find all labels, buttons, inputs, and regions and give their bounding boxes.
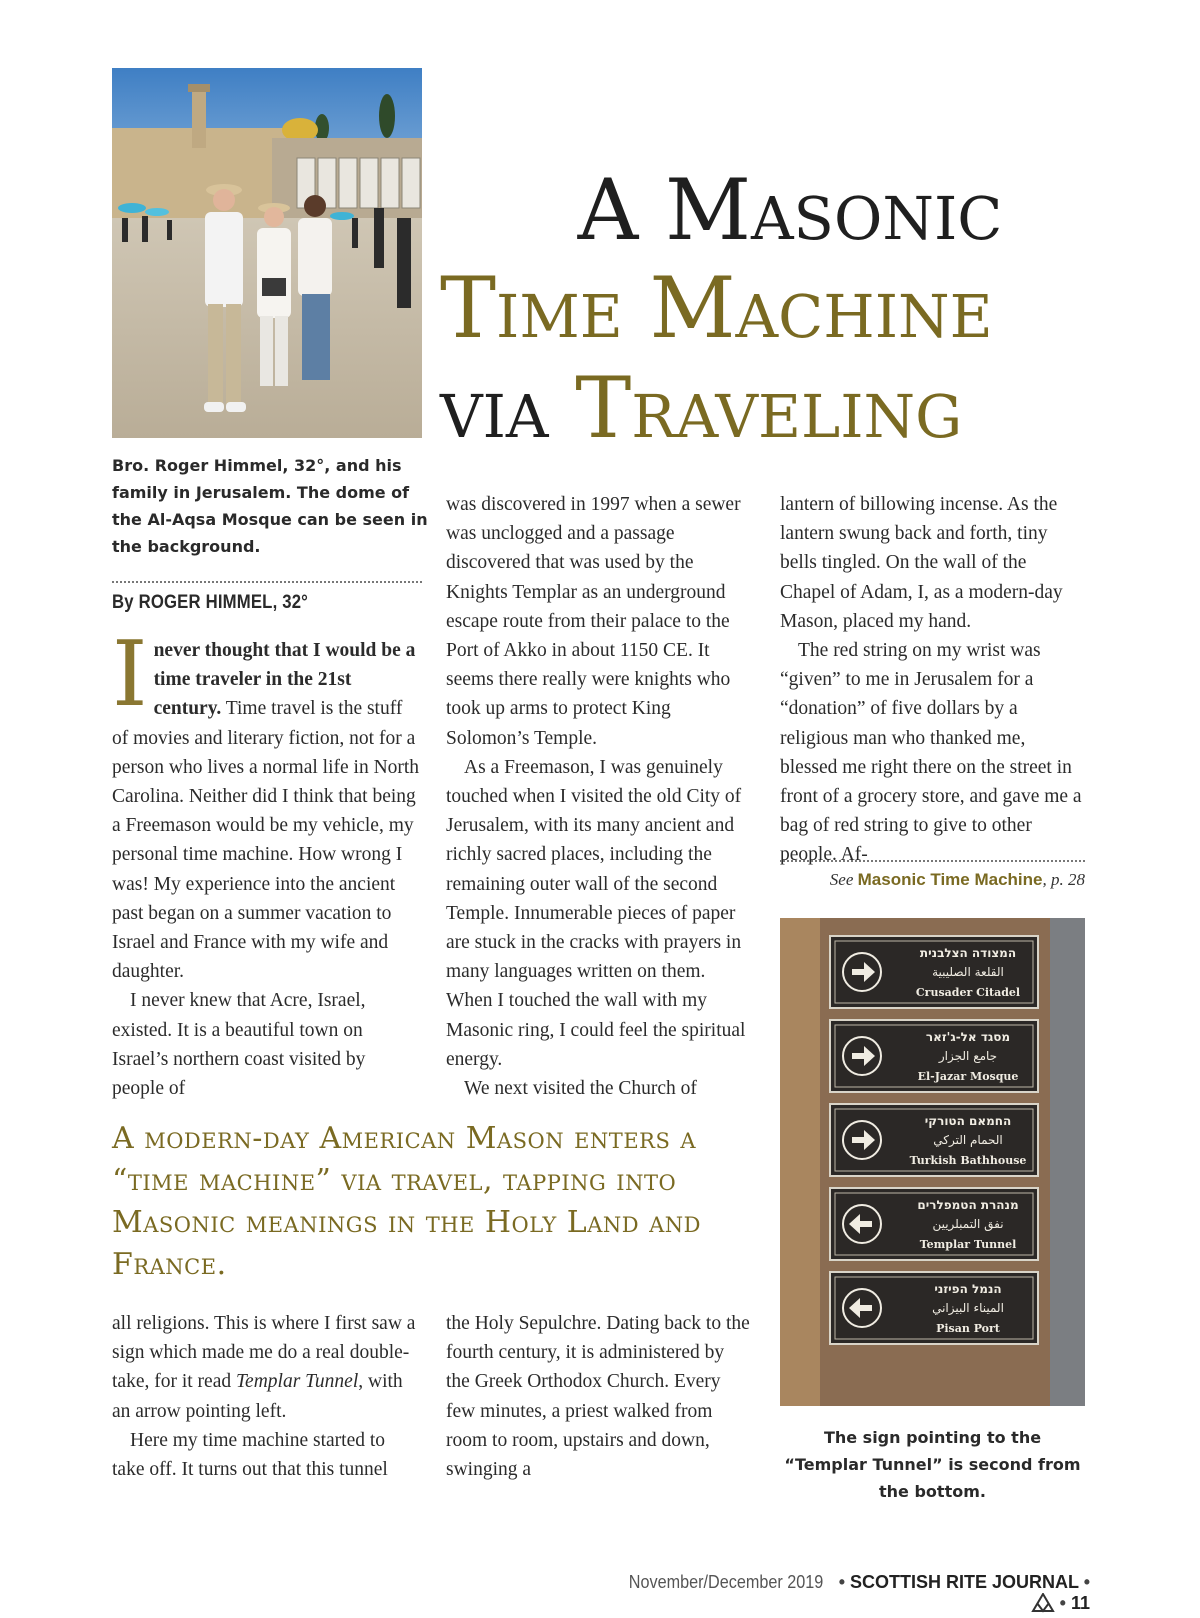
photo-caption: Bro. Roger Himmel, 32°, and his family in Jerusalem. The dome of the Al-Aqsa Mosque can be seen in the background. xyxy=(112,456,428,556)
paragraph xyxy=(112,1309,422,1426)
sign-text-hebrew: הנמל הפיזני xyxy=(934,1282,1002,1296)
byline-prefix: By xyxy=(112,592,134,613)
continuation-divider xyxy=(780,860,1085,862)
paragraph: was discovered in 1997 when a sewer was unclogged and a passage discovered that was used by the Knights Templar as an underground escape route from their palace to the Port of Akko in about 1150 CE. It seems there really were knights who took up arms to protect King Solomon’s Temple. xyxy=(446,494,741,749)
see-page: , p. 28 xyxy=(1042,870,1085,889)
body-column-2-bottom xyxy=(446,1309,751,1484)
paragraph-text: Time travel is the stuff of movies and literary fiction, not for a person who lives a normal life in North Carolina. Neither did I think that being a Freemason would be my vehicle, my personal time machine. How wrong I was! My experience into the ancient past began on a summer vacation to Israel and France with my wife and daughter. xyxy=(112,698,420,983)
sign-text-hebrew: מנהרת הטמפלרים xyxy=(917,1198,1019,1212)
sign-plate xyxy=(830,1188,1038,1260)
title-line-3-word-2: Traveling xyxy=(575,359,963,457)
footer-separator: • xyxy=(1054,1593,1071,1613)
body-column-1-top xyxy=(112,622,422,1103)
footer-separator: • xyxy=(1078,1572,1090,1592)
byline-author: ROGER HIMMEL, 32° xyxy=(138,592,309,613)
sign-text-arabic: الميناء البيزاني xyxy=(932,1301,1004,1315)
masonic-emblem-icon xyxy=(1031,1593,1055,1618)
see-label: See xyxy=(829,870,854,889)
sign-text-arabic: الحمام التركي xyxy=(933,1133,1003,1147)
sign-text-english: El-Jazar Mosque xyxy=(917,1070,1019,1083)
paragraph: We next visited the Church of xyxy=(464,1078,697,1100)
body-column-3-top xyxy=(780,490,1085,870)
page-footer xyxy=(600,1572,1090,1618)
body-column-2-top xyxy=(446,490,751,1103)
sign-plate xyxy=(830,1272,1038,1344)
signs-caption: The sign pointing to the “Templar Tunnel” is second from the bottom. xyxy=(784,1428,1081,1501)
issue-date: November/December 2019 xyxy=(628,1572,823,1592)
sign-text-english: Pisan Port xyxy=(936,1322,1000,1335)
footer-separator: • xyxy=(833,1572,850,1592)
title-line-2: Time Machine xyxy=(440,259,993,357)
sign-text-english: Crusader Citadel xyxy=(915,986,1021,999)
caption-divider xyxy=(112,581,422,583)
opening-paragraph xyxy=(112,622,422,986)
paragraph-text: all religions. This is where I first saw a sign which made me do a real double-take, for it read xyxy=(112,1313,416,1393)
sign-text-arabic: جامع الجزار xyxy=(938,1049,998,1063)
sign-plate xyxy=(830,1020,1038,1092)
body-column-1-bottom xyxy=(112,1309,422,1484)
sign-text-english: Templar Tunnel xyxy=(919,1238,1017,1251)
title-line-1: A Masonic xyxy=(577,161,1003,259)
paragraph: lantern of billowing incense. As the lantern swung back and forth, tiny bells tingled. On the wall of the Chapel of Adam, I, as a modern-day Mason, placed my hand. xyxy=(780,494,1063,632)
paragraph: The red string on my wrist was “given” to me in Jerusalem for a “donation” of five dollars by a religious man who thanked me, blessed me right there on the street in front of a grocery store, and gave me a bag of red string to give to other people. Af- xyxy=(780,640,1082,866)
emphasis-text: Templar Tunnel xyxy=(235,1371,359,1393)
article-title xyxy=(440,161,1100,457)
lead-in: never thought that I would be a time traveler in the 21st century. xyxy=(153,640,416,720)
sign-text-english: Turkish Bathhouse xyxy=(909,1154,1027,1167)
title-line-3 xyxy=(440,359,1100,457)
paragraph: Here my time machine started to take off. It turns out that this tunnel xyxy=(112,1429,388,1481)
sign-text-arabic: نفق التمبلريين xyxy=(932,1217,1004,1231)
family-photo-illustration xyxy=(112,68,422,438)
signs-photo xyxy=(780,918,1085,1406)
sign-text-hebrew: מסגד אל-ג'זאר xyxy=(925,1030,1011,1044)
family-photo xyxy=(112,68,422,438)
drop-cap: I xyxy=(112,622,148,727)
sign-text-arabic: القلعة الصليبية xyxy=(932,965,1004,979)
pull-quote: A modern-day American Mason enters a “time machine” via travel, tapping into Masonic meanings in the Holy Land and France. xyxy=(112,1121,701,1282)
signs-photo-illustration xyxy=(780,918,1085,1406)
title-line-3-word-1: via xyxy=(440,359,549,457)
paragraph-text: , with an arrow pointing left. xyxy=(112,1371,403,1422)
page-number: 11 xyxy=(1070,1593,1090,1613)
sign-text-hebrew: החמאם הטורקי xyxy=(924,1114,1012,1128)
continued-on-reference xyxy=(780,870,1085,890)
byline xyxy=(112,592,308,614)
paragraph: the Holy Sepulchre. Dating back to the fourth century, it is administered by the Greek Orthodox Church. Every few minutes, a priest walked from room to room, upstairs and down, swinging a xyxy=(446,1313,750,1481)
sign-plate xyxy=(830,936,1038,1008)
sign-plate xyxy=(830,1104,1038,1176)
paragraph: As a Freemason, I was genuinely touched when I visited the old City of Jerusalem, with its many ancient and richly sacred places, including the remaining outer wall of the second Temple. Innumerable pieces of paper are stuck in the cracks with prayers in many languages written on them. When I touched the wall with my Masonic ring, I could feel the spiritual energy. xyxy=(446,756,746,1070)
paragraph: I never knew that Acre, Israel, existed. It is a beautiful town on Israel’s northern coast visited by people of xyxy=(112,990,366,1100)
journal-name: SCOTTISH RITE JOURNAL xyxy=(850,1572,1079,1592)
sign-text-hebrew: המצודה הצלבנית xyxy=(919,946,1017,960)
see-article-title: Masonic Time Machine xyxy=(857,870,1043,889)
